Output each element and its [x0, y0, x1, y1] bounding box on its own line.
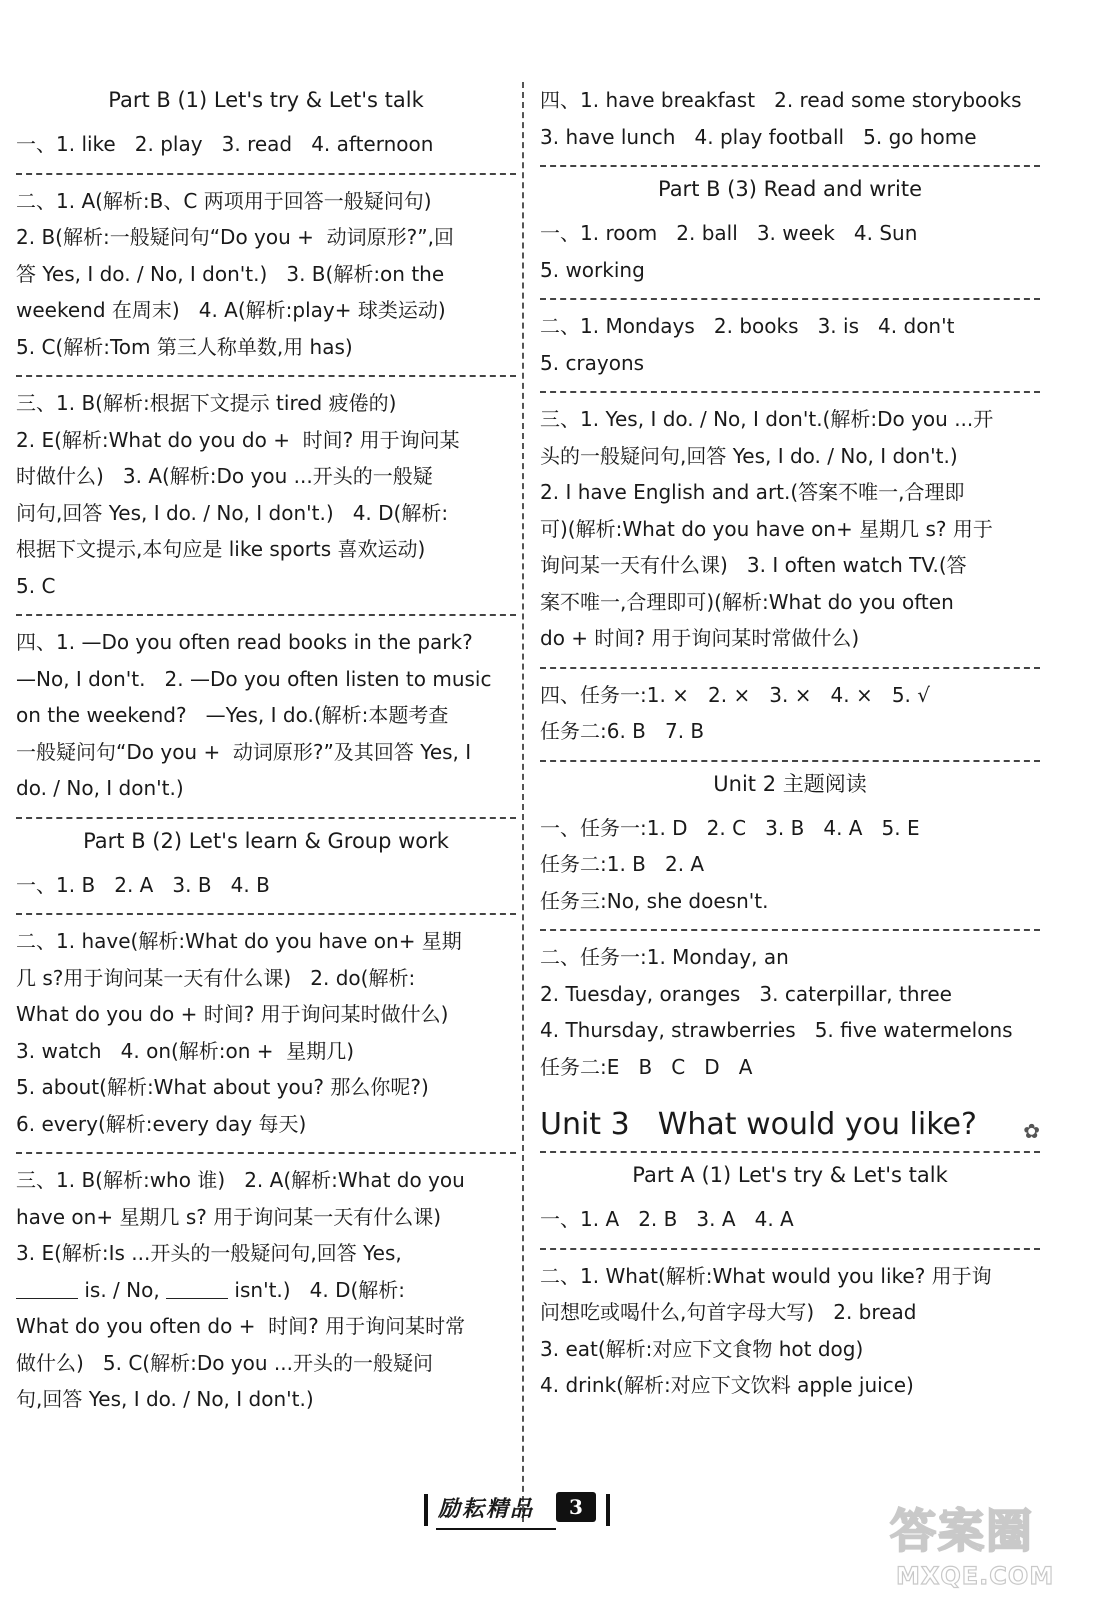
answer-line: 2. Tuesday, oranges 3. caterpillar, three: [540, 981, 952, 1006]
answer-line: 2. E(解析:What do you do + 时间? 用于询问某: [16, 427, 460, 452]
answer-block: [16, 616, 516, 819]
answer-line: 四、1. —Do you often read books in the park?: [16, 630, 473, 654]
answer-block: [540, 207, 1040, 300]
answer-line: 询问某一天有什么课) 3. I often watch TV.(答: [540, 553, 967, 577]
answer-line: weekend 在周末) 4. A(解析:play+ 球类运动): [16, 298, 446, 322]
answer-line: 时做什么) 3. A(解析:Do you ...开头的一般疑: [16, 464, 433, 488]
answer-line: 3. E(解析:Is ...开头的一般疑问句,回答 Yes,: [16, 1241, 402, 1265]
answer-line: 答 Yes, I do. / No, I don't.) 3. B(解析:on the: [16, 261, 445, 286]
section-heading: Part A (1) Let's try & Let's talk: [632, 1163, 948, 1187]
answer-block: [16, 915, 516, 1154]
section-heading: Part B (3) Read and write: [657, 177, 923, 201]
answer-line: 3. have lunch 4. play football 5. go home: [540, 124, 977, 149]
answer-block: [16, 1154, 516, 1428]
answer-line: 一、1. room 2. ball 3. week 4. Sun: [540, 221, 918, 245]
page-number: 3: [556, 1492, 596, 1522]
answer-line: on the weekend? —Yes, I do.(解析:本题考查: [16, 703, 449, 727]
answer-line: 一、1. B 2. A 3. B 4. B: [16, 872, 270, 897]
decoration-icon: ✿: [1023, 1119, 1040, 1143]
answer-line: 3. watch 4. on(解析:on + 星期几): [16, 1038, 355, 1063]
answer-text: isn't.) 4. D(解析:: [228, 1277, 406, 1302]
answer-line: 任务二:E B C D A: [540, 1054, 753, 1079]
right-column: [540, 78, 1040, 1414]
answer-line: 二、任务一:1. Monday, an: [540, 945, 789, 969]
answer-line: 一、任务一:1. D 2. C 3. B 4. A 5. E: [540, 815, 920, 840]
answer-line: 2. I have English and art.(答案不唯一,合理即: [540, 480, 965, 504]
answer-line: 一般疑问句“Do you + 动词原形?”及其回答 Yes, I: [16, 739, 472, 764]
unit-number: Unit 3: [540, 1107, 630, 1142]
watermark-url: MXQE.COM: [896, 1562, 1055, 1590]
answer-line: 任务二:1. B 2. A: [540, 852, 705, 876]
answer-text: is. / No,: [78, 1277, 167, 1302]
answer-block: [540, 393, 1040, 669]
unit-question: What would you like?: [657, 1107, 977, 1142]
answer-line: What do you do + 时间? 用于询问某时做什么): [16, 1002, 449, 1026]
answer-line: 案不唯一,合理即可)(解析:What do you often: [540, 589, 954, 614]
answer-line: 三、1. Yes, I do. / No, I don't.(解析:Do you ...开: [540, 407, 994, 431]
answer-block: [540, 931, 1040, 1095]
answer-blank: [16, 1278, 78, 1299]
footer-bar-right: [606, 1494, 610, 1526]
answer-line: 二、1. have(解析:What do you have on+ 星期: [16, 929, 462, 953]
answer-line: 可)(解析:What do you have on+ 星期几 s? 用于: [540, 516, 993, 541]
answer-block: [540, 300, 1040, 393]
answer-line: 二、1. What(解析:What would you like? 用于询: [540, 1263, 992, 1288]
answer-line: What do you often do + 时间? 用于询问某时常: [16, 1314, 466, 1338]
answer-line: 一、1. like 2. play 3. read 4. afternoon: [16, 132, 434, 156]
answer-line: 4. Thursday, strawberries 5. five watermelons: [540, 1018, 1013, 1042]
answer-block: [16, 118, 516, 175]
answer-line: 3. eat(解析:对应下文食物 hot dog): [540, 1336, 864, 1361]
answer-block: [16, 175, 516, 378]
answer-line: 4. drink(解析:对应下文饮料 apple juice): [540, 1373, 914, 1397]
left-column: [16, 78, 516, 1428]
watermark-logo: [880, 1505, 1110, 1597]
answer-block: [540, 78, 1040, 167]
answer-line: 四、任务一:1. × 2. × 3. × 4. × 5. √: [540, 682, 930, 707]
answer-block: [540, 1250, 1040, 1414]
answer-line: —No, I don't. 2. —Do you often listen to music: [16, 666, 492, 691]
answer-line: 问想吃或喝什么,句首字母大写) 2. bread: [540, 1300, 917, 1324]
answer-line: 5. about(解析:What about you? 那么你呢?): [16, 1075, 429, 1099]
answer-line: 5. crayons: [540, 350, 645, 375]
answer-line: 5. working: [540, 257, 645, 282]
section-heading: Part B (1) Let's try & Let's talk: [108, 88, 424, 112]
section-heading: Part B (2) Let's learn & Group work: [83, 828, 449, 853]
answer-block: [16, 859, 516, 916]
answer-line: 根据下文提示,本句应是 like sports 喜欢运动): [16, 537, 426, 561]
answer-line: 问句,回答 Yes, I do. / No, I don't.) 4. D(解析:: [16, 500, 449, 525]
answer-line: do + 时间? 用于询问某时常做什么): [540, 626, 860, 650]
answer-line: 三、1. B(解析:根据下文提示 tired 疲倦的): [16, 391, 397, 415]
answer-line: 一、1. A 2. B 3. A 4. A: [540, 1207, 794, 1231]
answer-line: 句,回答 Yes, I do. / No, I don't.): [16, 1387, 314, 1411]
column-divider: [522, 82, 524, 1522]
answer-line: 任务三:No, she doesn't.: [540, 888, 769, 913]
answer-line-with-blanks: [16, 1272, 516, 1309]
answer-block: [540, 802, 1040, 932]
answer-line: 三、1. B(解析:who 谁) 2. A(解析:What do you: [16, 1168, 465, 1192]
answer-line: 四、1. have breakfast 2. read some storybooks: [540, 88, 1022, 112]
brand-logo: 励耘精品: [438, 1497, 535, 1522]
answer-line: 二、1. Mondays 2. books 3. is 4. don't: [540, 314, 955, 338]
answer-block: [540, 669, 1040, 762]
answer-block: [16, 377, 516, 616]
watermark-text: 答案圈: [890, 1504, 1034, 1558]
answer-line: have on+ 星期几 s? 用于询问某一天有什么课): [16, 1204, 442, 1229]
brand-underline: [436, 1528, 556, 1530]
answer-line: 几 s?用于询问某一天有什么课) 2. do(解析:: [16, 965, 416, 990]
section-heading: Unit 2 主题阅读: [713, 771, 867, 796]
answer-blank: [166, 1278, 228, 1299]
answer-line: 二、1. A(解析:B、C 两项用于回答一般疑问句): [16, 188, 432, 213]
answer-line: 5. C: [16, 573, 56, 598]
footer-bar-left: [424, 1494, 428, 1526]
answer-block: [540, 1193, 1040, 1250]
unit-title: [540, 1103, 1040, 1153]
answer-line: 2. B(解析:一般疑问句“Do you + 动词原形?”,回: [16, 225, 454, 249]
answer-line: 5. C(解析:Tom 第三人称单数,用 has): [16, 334, 353, 359]
answer-line: 头的一般疑问句,回答 Yes, I do. / No, I don't.): [540, 443, 958, 468]
answer-line: do. / No, I don't.): [16, 776, 184, 800]
answer-line: 做什么) 5. C(解析:Do you ...开头的一般疑问: [16, 1350, 433, 1375]
answer-line: 6. every(解析:every day 每天): [16, 1111, 307, 1136]
answer-line: 任务二:6. B 7. B: [540, 719, 705, 743]
